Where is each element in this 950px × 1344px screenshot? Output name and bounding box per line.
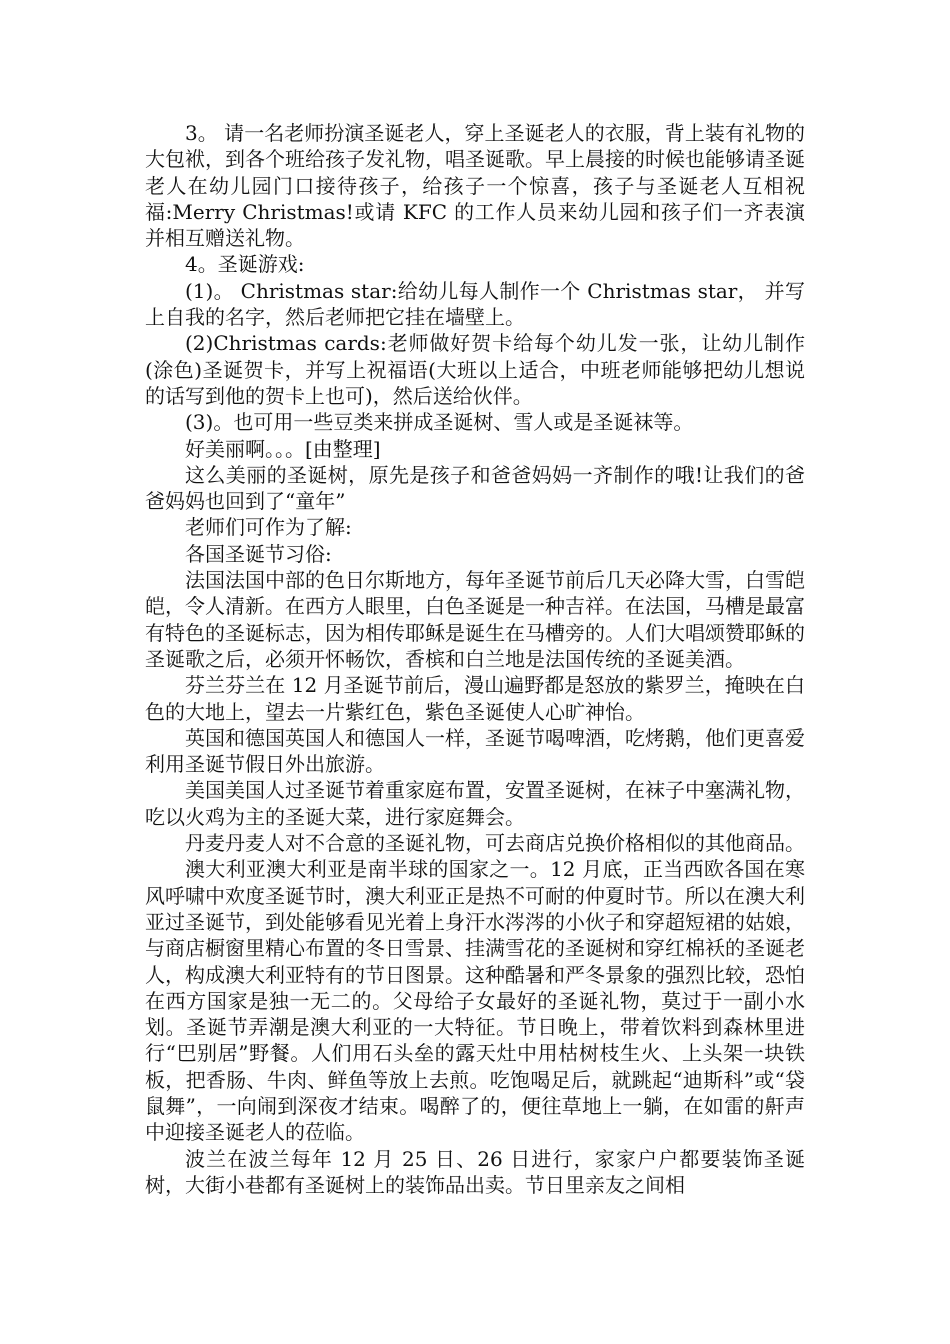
paragraph-australia: 澳大利亚澳大利亚是南半球的国家之一。12 月底，正当西欧各国在寒风呼啸中欢度圣诞节时，澳大利亚正是热不可耐的仲夏时节。所以在澳大利亚过圣诞节，到处能够看见光着上身汗水涔涔的小伙子和穿超短裙的姑娘，与商店橱窗里精心布置的冬日雪景、挂满雪花的圣诞树和穿红棉袄的圣诞老人，构成澳大利亚特有的节日图景。这种酷暑和严冬景象的强烈比较，恐怕在西方国家是独一无二的。父母给子女最好的圣诞礼物，莫过于一副小水划。圣诞节弄潮是澳大利亚的一大特征。节日晚上，带着饮料到森林里进行“巴别居”野餐。人们用石头垒的露天灶中用枯树枝生火、上头架一块铁板，把香肠、牛肉、鲜鱼等放上去煎。吃饱喝足后，就跳起“迪斯科”或“袋鼠舞”，一向闹到深夜才结束。喝醉了的，便往草地上一躺，在如雷的鼾声中迎接圣诞老人的莅临。: [145, 857, 805, 1145]
paragraph-usa: 美国美国人过圣诞节着重家庭布置，安置圣诞树，在袜子中塞满礼物，吃以火鸡为主的圣诞大菜，进行家庭舞会。: [145, 778, 805, 829]
paragraph-customs-heading: 各国圣诞节习俗:: [185, 541, 332, 566]
paragraph-beautiful: 好美丽啊。。。[由整理]: [185, 436, 381, 461]
document-body: [145, 120, 805, 1198]
paragraph-poland: 波兰在波兰每年 12 月 25 日、26 日进行，家家户户都要装饰圣诞树，大街小巷都有圣诞树上的装饰品出卖。节日里亲友之间相: [145, 1146, 805, 1197]
paragraph-denmark: 丹麦丹麦人对不合意的圣诞礼物，可去商店兑换价格相似的其他商品。: [185, 831, 805, 856]
paragraph-beans-craft: (3)。也可用一些豆类来拼成圣诞树、雪人或是圣诞袜等。: [185, 410, 694, 435]
paragraph-teachers-note: 老师们可作为了解:: [185, 515, 352, 540]
paragraph-france: 法国法国中部的色日尔斯地方，每年圣诞节前后几天必降大雪，白雪皑皑，令人清新。在西方人眼里，白色圣诞是一种吉祥。在法国，马槽是最富有特色的圣诞标志，因为相传耶稣是诞生在马槽旁的。人们大唱颂赞耶稣的圣诞歌之后，必须开怀畅饮，香槟和白兰地是法国传统的圣诞美酒。: [145, 568, 805, 671]
paragraph-finland: 芬兰芬兰在 12 月圣诞节前后，漫山遍野都是怒放的紫罗兰，掩映在白色的大地上，望去一片紫红色，紫色圣诞使人心旷神怡。: [145, 673, 805, 724]
paragraph-games-heading: 4。圣诞游戏:: [185, 252, 305, 277]
paragraph-christmas-tree: 这么美丽的圣诞树，原先是孩子和爸爸妈妈一齐制作的哦!让我们的爸爸妈妈也回到了“童年”: [145, 462, 805, 514]
paragraph-christmas-star: (1)。 Christmas star:给幼儿每人制作一个 Christmas star， 并写上自我的名字，然后老师把它挂在墙壁上。: [145, 278, 805, 330]
paragraph-uk-germany: 英国和德国英国人和德国人一样，圣诞节喝啤酒，吃烤鹅，他们更喜爱利用圣诞节假日外出旅游。: [145, 725, 805, 777]
paragraph-christmas-cards: (2)Christmas cards:老师做好贺卡给每个幼儿发一张，让幼儿制作(涂色)圣诞贺卡，并写上祝福语(大班以上适合，中班老师能够把幼儿想说的话写到他的贺卡上也可)，然后送给伙伴。: [145, 331, 805, 408]
paragraph-santa-activity: 3。 请一名老师扮演圣诞老人，穿上圣诞老人的衣服，背上装有礼物的大包袱，到各个班给孩子发礼物，唱圣诞歌。早上晨接的时候也能够请圣诞老人在幼儿园门口接待孩子，给孩子一个惊喜，孩子与圣诞老人互相祝福:Merry Christmas!或请 KFC 的工作人员来幼儿园和孩子们一齐表演并相互赠送礼物。: [145, 121, 805, 251]
